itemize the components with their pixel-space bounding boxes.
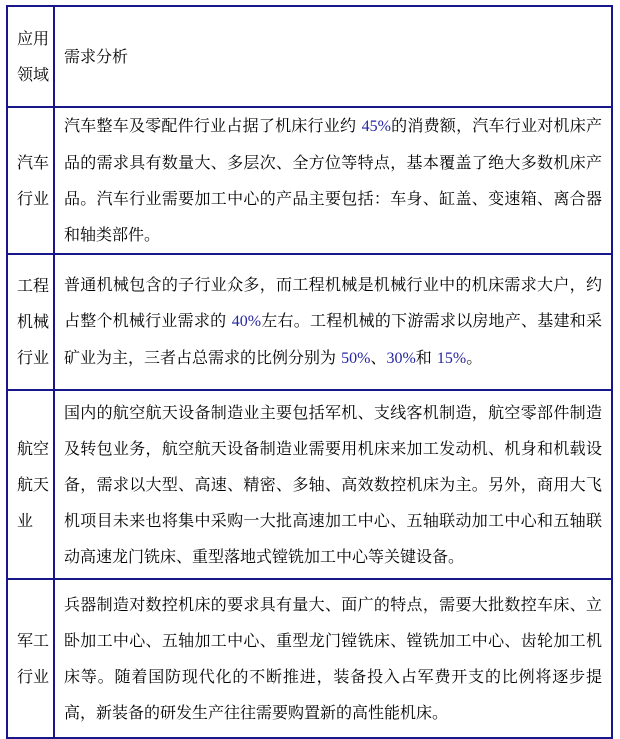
text-segment: 兵器制造对数控机床的要求具有量大、面广的特点，需要大批数控车床、立卧加工中心、五轴加工中心、重型龙门镗铣床、镗铣加工中心、齿轮加工机床等。随着国防现代化的不断推进，装备投入占军费开支的比例将逐步提高，新装备的研发生产往往需要购置新的高性能机床。	[64, 594, 602, 722]
demand-analysis-table	[6, 5, 613, 739]
text-segment: 。	[466, 348, 483, 367]
percentage-value: 40%	[231, 313, 262, 330]
row-analysis-engineering-machinery	[54, 254, 612, 390]
percentage-value: 15%	[436, 350, 467, 367]
text-segment: 和	[415, 348, 437, 367]
row-label-aerospace: 航空航天业	[7, 390, 54, 579]
text-segment: 国内的航空航天设备制造业主要包括军机、支线客机制造，航空零部件制造及转包业务，航空航天设备制造业需要用机床来加工发动机、机身和机载设备，需求以大型、高速、精密、多轴、高效数控机床为主。另外，商用大飞机项目未来也将集中采购一大批高速加工中心、五轴联动加工中心和五轴联动高速龙门铣床、重型落地式镗铣加工中心等关键设备。	[64, 402, 602, 566]
text-segment: 普通机械包含的子行业众多，而工程机械是机械行业中的机床需求大户，约占整个机械行业需求的	[64, 275, 602, 330]
row-analysis-military	[54, 579, 612, 738]
percentage-value: 50%	[341, 350, 371, 367]
text-segment: 左右。工程机械的下游需求以房地产、基建和采矿业为主，三者占总需求的比例分别为	[64, 311, 602, 367]
row-label-automotive: 汽车行业	[7, 107, 54, 254]
text-segment: 、	[370, 348, 387, 367]
row-analysis-aerospace	[54, 390, 612, 579]
row-label-engineering-machinery: 工程机械行业	[7, 254, 54, 390]
table-row-military	[7, 579, 612, 738]
percentage-value: 45%	[361, 118, 391, 135]
table-header-row	[7, 6, 612, 107]
text-segment: 的消费额，汽车行业对机床产品的需求具有数量大、多层次、全方位等特点，基本覆盖了绝大多数机床产品。汽车行业需要加工中心的产品主要包括：车身、缸盖、变速箱、离合器和轴类部件。	[64, 116, 602, 244]
table-row-engineering-machinery	[7, 254, 612, 390]
row-label-military: 军工行业	[7, 579, 54, 738]
header-cell-demand-analysis: 需求分析	[54, 6, 612, 107]
text-segment: 汽车整车及零配件行业占据了机床行业约	[64, 116, 362, 135]
table-row-aerospace	[7, 390, 612, 579]
table-row-automotive	[7, 107, 612, 254]
percentage-value: 30%	[386, 350, 416, 367]
header-cell-application-field: 应用领域	[7, 6, 54, 107]
row-analysis-automotive	[54, 107, 612, 254]
